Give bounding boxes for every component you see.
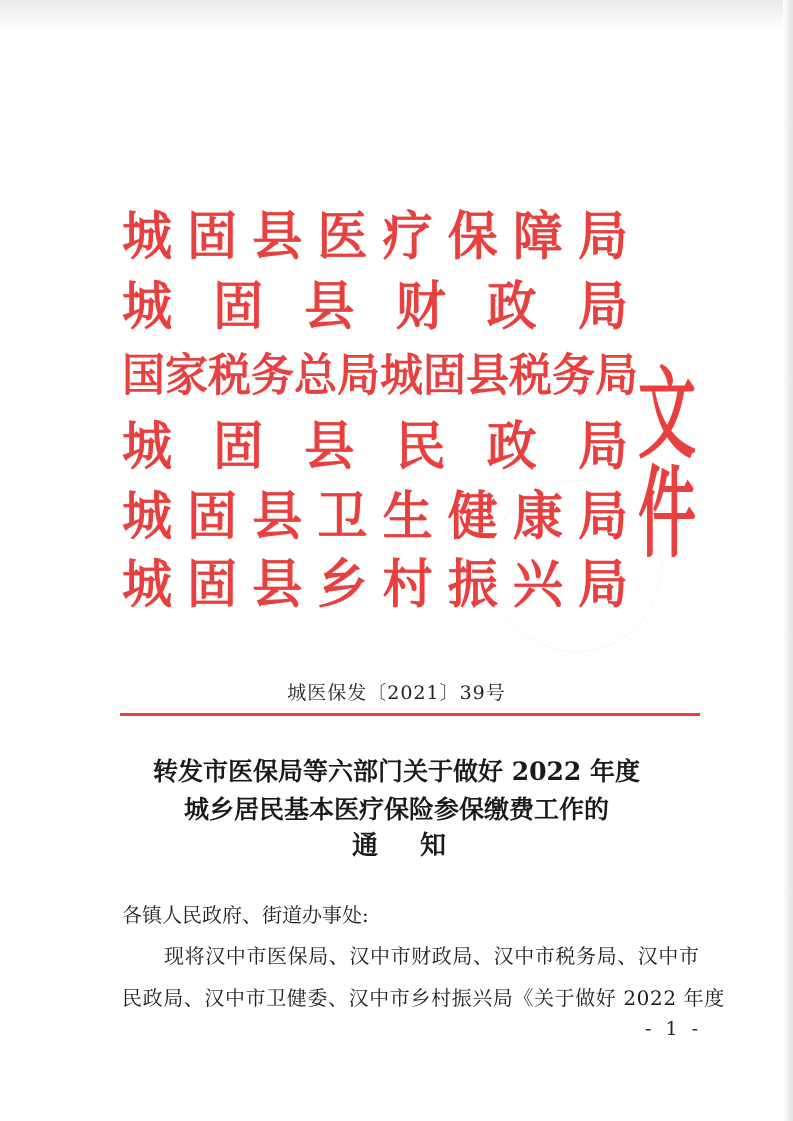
letterhead-agency-char: 政 [486, 415, 537, 477]
letterhead-agency-char: 政 [486, 275, 537, 337]
letterhead-agency-char: 固 [213, 415, 264, 477]
letterhead-agency-char: 局 [577, 415, 628, 477]
letterhead-agency-char: 固 [423, 349, 466, 403]
letterhead-agency-line [122, 273, 628, 338]
letterhead-agency-char: 乡 [317, 553, 368, 615]
title-line-1: 转发市医保局等六部门关于做好 2022 年度 [153, 757, 640, 786]
salutation: 各镇人民政府、街道办事处: [122, 903, 369, 927]
letterhead-agency-char: 城 [122, 205, 172, 267]
letterhead-agency-char: 固 [187, 553, 238, 615]
letterhead-agency-line [122, 343, 638, 408]
letterhead-agency-char: 生 [382, 485, 433, 547]
letterhead-agency-char: 民 [395, 415, 446, 477]
letterhead-agency-char: 局 [577, 205, 628, 267]
letterhead-agency-char: 兴 [512, 553, 563, 615]
letterhead-agency-char: 振 [447, 553, 498, 615]
letterhead-agency-char: 城 [122, 275, 172, 337]
letterhead-agency-line [122, 203, 628, 268]
letterhead-agency-char: 局 [577, 553, 628, 615]
page-number: - 1 - [645, 1018, 703, 1040]
letterhead-agency-char: 县 [466, 349, 509, 403]
scan-shadow-top [0, 0, 793, 30]
letterhead-agency-char: 务 [251, 349, 294, 403]
letterhead-agency-char: 城 [122, 415, 172, 477]
letterhead-agency-char: 固 [187, 205, 238, 267]
letterhead-agency-char: 卫 [317, 485, 368, 547]
letterhead-agency-char: 家 [165, 349, 208, 403]
title-line-3-part-2: 知 [420, 831, 447, 861]
letterhead-agency-char: 总 [294, 349, 337, 403]
red-divider-line [120, 713, 700, 716]
paragraph-line-1: 现将汉中市医保局、汉中市财政局、汉中市税务局、汉中市 [164, 944, 700, 968]
letterhead-agency-char: 城 [380, 349, 423, 403]
paragraph-line-2: 民政局、汉中市卫健委、汉中市乡村振兴局《关于做好 2022 年度 [122, 986, 725, 1010]
letterhead-agency-char: 局 [577, 275, 628, 337]
letterhead-agency-char: 保 [447, 205, 498, 267]
letterhead-agency-line [122, 413, 628, 478]
letterhead-agency-char: 财 [395, 275, 446, 337]
letterhead-agency-char: 村 [382, 553, 433, 615]
letterhead-agency-char: 县 [304, 275, 355, 337]
letterhead-agency-char: 城 [122, 485, 172, 547]
letterhead-agency-char: 税 [509, 349, 552, 403]
document-number: 城医保发〔2021〕39号 [287, 682, 506, 704]
letterhead-agency-line [122, 551, 628, 616]
title-line-2: 城乡居民基本医疗保险参保缴费工作的 [183, 795, 609, 824]
letterhead-agency-line [122, 483, 628, 548]
letterhead-agency-char: 县 [252, 485, 303, 547]
letterhead-agency-char: 县 [252, 553, 303, 615]
letterhead-agency-char: 局 [577, 485, 628, 547]
letterhead-agency-char: 县 [252, 205, 303, 267]
letterhead-agency-char: 局 [595, 349, 638, 403]
letterhead-agency-char: 县 [304, 415, 355, 477]
letterhead-agency-char: 国 [122, 349, 165, 403]
letterhead-agency-char: 障 [512, 205, 563, 267]
letterhead-document-suffix: 文件 [638, 356, 691, 572]
letterhead-agency-char: 疗 [382, 205, 433, 267]
letterhead-agency-char: 医 [317, 205, 368, 267]
letterhead-agency-char: 固 [187, 485, 238, 547]
title-line-3-part-1: 通 [352, 831, 379, 861]
letterhead-agency-char: 康 [512, 485, 563, 547]
letterhead-agency-char: 城 [122, 553, 172, 615]
letterhead-agency-char: 税 [208, 349, 251, 403]
scan-shadow-right [783, 0, 793, 1121]
letterhead-agency-char: 健 [447, 485, 498, 547]
letterhead-agency-char: 固 [213, 275, 264, 337]
letterhead-agency-char: 局 [337, 349, 380, 403]
letterhead-agency-char: 务 [552, 349, 595, 403]
